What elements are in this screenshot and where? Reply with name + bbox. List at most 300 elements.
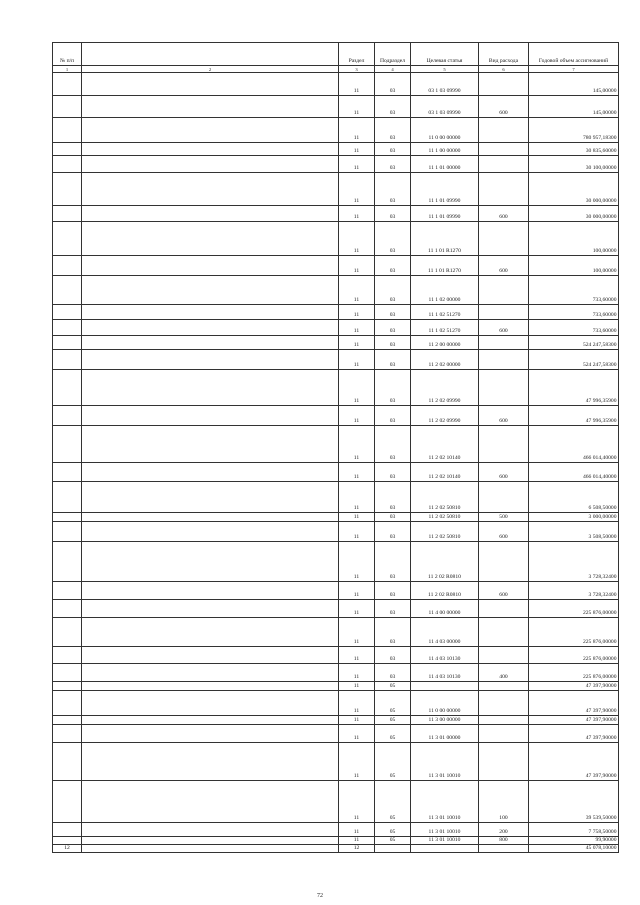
row-amount: 3 508,50000 [529,522,619,542]
row-target-article: 11 4 03 00000 [411,618,479,647]
row-name [82,336,339,350]
row-amount: 225 876,00000 [529,647,619,664]
row-number [53,320,82,336]
row-amount: 47 397,90000 [529,743,619,781]
row-target-article: 11 2 02 R0810 [411,542,479,582]
row-section: 11 [339,96,375,118]
row-number [53,426,82,463]
column-number: 2 [82,66,339,73]
table-row [53,542,619,582]
row-amount: 47 996,35900 [529,370,619,406]
column-number: 1 [53,66,82,73]
row-subsection: 03 [375,336,411,350]
table-row [53,370,619,406]
row-number [53,256,82,276]
row-expense-type [479,426,529,463]
row-expense-type: 600 [479,96,529,118]
row-section: 11 [339,350,375,370]
row-number [53,647,82,664]
row-subsection: 03 [375,664,411,682]
row-section: 11 [339,370,375,406]
row-section: 11 [339,781,375,823]
row-section: 11 [339,305,375,320]
table-row [53,682,619,691]
row-number [53,222,82,256]
row-amount: 30 000,00000 [529,173,619,206]
row-number [53,463,82,482]
budget-table [52,42,619,853]
row-name [82,664,339,682]
header-number: № п/п [53,43,82,66]
row-amount: 47 397,90000 [529,691,619,716]
row-subsection: 03 [375,96,411,118]
row-subsection: 03 [375,256,411,276]
row-target-article: 11 4 03 10130 [411,664,479,682]
row-target-article: 11 1 01 R1270 [411,222,479,256]
row-section: 11 [339,522,375,542]
row-subsection [375,845,411,853]
row-expense-type [479,276,529,305]
table-header-row [53,43,619,66]
row-subsection: 03 [375,156,411,173]
row-name [82,482,339,513]
row-target-article: 11 3 01 10010 [411,781,479,823]
page-number: 72 [317,893,323,899]
row-expense-type [479,691,529,716]
row-subsection: 03 [375,522,411,542]
row-amount: 47 397,90000 [529,725,619,743]
row-number [53,305,82,320]
row-expense-type [479,173,529,206]
table-row [53,406,619,426]
row-amount: 524 247,58300 [529,336,619,350]
row-expense-type: 600 [479,463,529,482]
row-amount: 733,60000 [529,320,619,336]
row-subsection: 03 [375,143,411,156]
row-subsection: 03 [375,320,411,336]
row-subsection: 03 [375,426,411,463]
row-amount: 145,00000 [529,96,619,118]
row-target-article: 11 1 01 09990 [411,173,479,206]
row-subsection: 03 [375,173,411,206]
row-name [82,845,339,853]
row-amount: 47 996,35900 [529,406,619,426]
row-expense-type [479,336,529,350]
row-name [82,320,339,336]
row-expense-type: 600 [479,206,529,222]
row-name [82,463,339,482]
row-expense-type: 600 [479,256,529,276]
row-number [53,618,82,647]
row-section: 11 [339,582,375,600]
row-amount: 30 835,60000 [529,143,619,156]
row-amount: 47 397,90000 [529,716,619,725]
row-number [53,691,82,716]
row-subsection: 05 [375,691,411,716]
row-subsection: 03 [375,618,411,647]
row-target-article: 11 0 00 00000 [411,691,479,716]
table-row [53,582,619,600]
row-number [53,582,82,600]
table-row [53,320,619,336]
row-subsection: 03 [375,406,411,426]
row-section: 11 [339,118,375,143]
row-amount: 100,00000 [529,222,619,256]
column-number: 4 [375,66,411,73]
row-amount: 7 758,50000 [529,823,619,837]
row-name [82,406,339,426]
row-number [53,781,82,823]
row-amount: 6 508,50000 [529,482,619,513]
row-section: 11 [339,837,375,845]
table-row [53,276,619,305]
row-target-article: 11 1 01 R1270 [411,256,479,276]
row-name [82,73,339,96]
table-row [53,845,619,853]
row-target-article: 11 0 00 00000 [411,118,479,143]
row-number [53,206,82,222]
row-number [53,370,82,406]
row-target-article: 11 3 01 10010 [411,823,479,837]
row-amount: 733,60000 [529,305,619,320]
row-expense-type: 600 [479,406,529,426]
row-amount: 39 539,50000 [529,781,619,823]
table-row [53,725,619,743]
row-number [53,336,82,350]
row-target-article: 11 1 01 00000 [411,156,479,173]
row-target-article: 11 2 02 10140 [411,463,479,482]
row-section: 11 [339,206,375,222]
row-section: 11 [339,406,375,426]
row-section: 11 [339,336,375,350]
row-number [53,682,82,691]
table-row [53,513,619,522]
row-amount: 225 876,00000 [529,618,619,647]
row-name [82,156,339,173]
row-number [53,143,82,156]
row-subsection: 03 [375,513,411,522]
row-number [53,276,82,305]
table-row [53,222,619,256]
row-expense-type [479,143,529,156]
row-expense-type: 600 [479,582,529,600]
row-name [82,691,339,716]
column-number-row [53,66,619,73]
row-section: 11 [339,600,375,618]
row-number [53,350,82,370]
row-number [53,96,82,118]
row-amount: 524 247,58300 [529,350,619,370]
row-subsection: 05 [375,725,411,743]
row-target-article: 11 4 03 10130 [411,647,479,664]
row-number [53,716,82,725]
table-row [53,143,619,156]
row-target-article: 11 1 02 51270 [411,320,479,336]
column-number: 6 [479,66,529,73]
row-subsection: 03 [375,482,411,513]
row-target-article: 11 3 01 10010 [411,837,479,845]
table-row [53,691,619,716]
row-expense-type [479,73,529,96]
row-name [82,542,339,582]
row-name [82,513,339,522]
table-row [53,206,619,222]
row-subsection: 03 [375,276,411,305]
row-name [82,96,339,118]
table-row [53,482,619,513]
table-row [53,173,619,206]
row-number [53,600,82,618]
row-name [82,426,339,463]
row-name [82,256,339,276]
row-expense-type [479,725,529,743]
row-section: 11 [339,482,375,513]
row-name [82,350,339,370]
row-amount: 30 000,00000 [529,206,619,222]
row-target-article: 11 1 01 09990 [411,206,479,222]
row-amount: 780 957,18300 [529,118,619,143]
column-number: 7 [529,66,619,73]
row-target-article: 03 1 03 09990 [411,73,479,96]
row-section: 11 [339,618,375,647]
row-amount: 30 100,00000 [529,156,619,173]
row-section: 11 [339,173,375,206]
row-number [53,743,82,781]
row-expense-type [479,647,529,664]
row-expense-type [479,482,529,513]
row-name [82,823,339,837]
row-expense-type: 800 [479,837,529,845]
row-expense-type [479,156,529,173]
row-section: 11 [339,463,375,482]
table-row [53,305,619,320]
row-amount: 47 397,90000 [529,682,619,691]
row-expense-type [479,743,529,781]
row-amount: 3 728,32400 [529,542,619,582]
header-annual-amount: Годовой объем ассигнований [529,43,619,66]
table-body [53,73,619,853]
row-expense-type [479,350,529,370]
row-expense-type: 600 [479,522,529,542]
row-number [53,118,82,143]
table-row [53,743,619,781]
row-target-article: 11 2 02 50810 [411,522,479,542]
row-target-article: 11 2 02 09990 [411,370,479,406]
row-amount: 225 876,00000 [529,600,619,618]
row-amount: 466 014,40000 [529,463,619,482]
row-expense-type: 200 [479,823,529,837]
header-subsection: Подраздел [375,43,411,66]
row-section: 11 [339,725,375,743]
row-number [53,406,82,426]
row-section: 11 [339,222,375,256]
row-section: 11 [339,256,375,276]
row-name [82,173,339,206]
table-row [53,664,619,682]
row-name [82,600,339,618]
row-amount: 100,00000 [529,256,619,276]
table-row [53,522,619,542]
row-name [82,276,339,305]
row-number [53,522,82,542]
row-subsection: 03 [375,370,411,406]
row-name [82,716,339,725]
row-section: 11 [339,664,375,682]
row-target-article: 11 3 01 10010 [411,743,479,781]
row-number: 12 [53,845,82,853]
row-number [53,156,82,173]
row-section: 11 [339,716,375,725]
row-target-article [411,682,479,691]
row-number [53,823,82,837]
row-subsection: 03 [375,206,411,222]
row-expense-type: 600 [479,320,529,336]
row-subsection: 05 [375,837,411,845]
row-expense-type: 400 [479,664,529,682]
row-name [82,370,339,406]
table-row [53,256,619,276]
table-row [53,837,619,845]
row-target-article: 11 3 01 00000 [411,725,479,743]
row-name [82,618,339,647]
row-name [82,206,339,222]
column-number: 3 [339,66,375,73]
row-expense-type [479,600,529,618]
row-expense-type [479,305,529,320]
row-target-article: 11 2 02 50810 [411,482,479,513]
row-section: 11 [339,743,375,781]
row-section: 11 [339,691,375,716]
row-subsection: 03 [375,305,411,320]
row-subsection: 03 [375,542,411,582]
row-name [82,222,339,256]
row-number [53,725,82,743]
row-subsection: 03 [375,350,411,370]
row-section: 11 [339,542,375,582]
row-name [82,647,339,664]
row-expense-type [479,542,529,582]
row-subsection: 03 [375,73,411,96]
header-section: Раздел [339,43,375,66]
row-expense-type [479,370,529,406]
row-section: 11 [339,682,375,691]
table-row [53,781,619,823]
row-amount: 3 728,32400 [529,582,619,600]
row-target-article: 11 1 02 51270 [411,305,479,320]
row-name [82,743,339,781]
header-name [82,43,339,66]
row-amount: 145,00000 [529,73,619,96]
row-amount: 99,90000 [529,837,619,845]
row-name [82,118,339,143]
row-subsection: 05 [375,823,411,837]
row-expense-type [479,682,529,691]
row-name [82,305,339,320]
row-expense-type [479,222,529,256]
table-row [53,156,619,173]
row-name [82,143,339,156]
table-row [53,336,619,350]
row-number [53,173,82,206]
row-amount: 466 014,40000 [529,426,619,463]
row-target-article: 11 4 00 00000 [411,600,479,618]
row-target-article: 11 2 00 00000 [411,336,479,350]
row-subsection: 03 [375,600,411,618]
table-row [53,463,619,482]
table-row [53,118,619,143]
row-target-article [411,845,479,853]
row-expense-type: 100 [479,781,529,823]
table-row [53,618,619,647]
table-row [53,647,619,664]
row-number [53,513,82,522]
row-section: 11 [339,426,375,463]
row-name [82,522,339,542]
row-number [53,542,82,582]
row-name [82,682,339,691]
row-subsection: 05 [375,781,411,823]
row-amount: 3 000,00000 [529,513,619,522]
row-target-article: 11 1 00 00000 [411,143,479,156]
row-section: 11 [339,143,375,156]
row-subsection: 03 [375,222,411,256]
row-section: 12 [339,845,375,853]
row-section: 11 [339,513,375,522]
row-name [82,781,339,823]
row-subsection: 03 [375,463,411,482]
row-section: 11 [339,647,375,664]
row-amount: 45 078,10000 [529,845,619,853]
row-section: 11 [339,73,375,96]
table-row [53,96,619,118]
row-expense-type [479,845,529,853]
row-subsection: 03 [375,647,411,664]
row-expense-type: 500 [479,513,529,522]
row-amount: 225 876,00000 [529,664,619,682]
row-subsection: 05 [375,716,411,725]
row-subsection: 05 [375,682,411,691]
table-row [53,73,619,96]
row-number [53,73,82,96]
row-section: 11 [339,276,375,305]
column-number: 5 [411,66,479,73]
table-row [53,823,619,837]
row-section: 11 [339,823,375,837]
row-target-article: 11 2 02 50810 [411,513,479,522]
row-section: 11 [339,156,375,173]
row-name [82,837,339,845]
row-expense-type [479,618,529,647]
row-target-article: 11 2 02 00000 [411,350,479,370]
table-row [53,600,619,618]
row-number [53,664,82,682]
row-target-article: 11 2 02 09990 [411,406,479,426]
table-row [53,716,619,725]
row-amount: 733,60000 [529,276,619,305]
row-number [53,837,82,845]
row-expense-type [479,118,529,143]
header-target-article: Целевая статья [411,43,479,66]
row-name [82,582,339,600]
row-target-article: 11 2 02 R0810 [411,582,479,600]
row-target-article: 11 1 02 00000 [411,276,479,305]
row-target-article: 03 1 03 09990 [411,96,479,118]
row-section: 11 [339,320,375,336]
row-subsection: 03 [375,582,411,600]
table-row [53,350,619,370]
row-target-article: 11 3 00 00000 [411,716,479,725]
row-target-article: 11 2 02 10140 [411,426,479,463]
